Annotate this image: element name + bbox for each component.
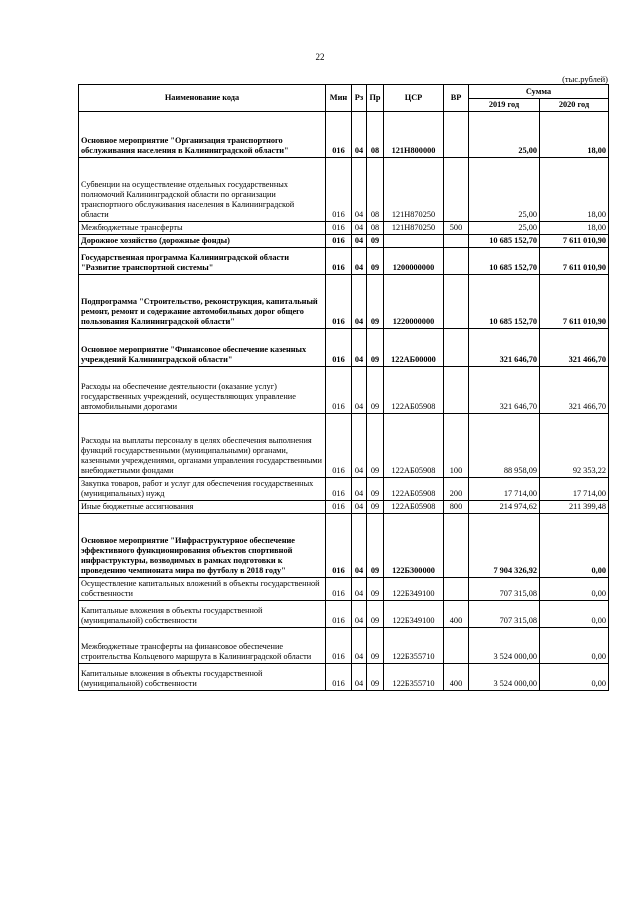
table-row xyxy=(79,600,609,627)
cell-2020: 0,00 xyxy=(540,627,609,663)
cell-pr: 09 xyxy=(367,328,384,366)
cell-csr: 1200000000 xyxy=(384,247,444,274)
header-2019: 2019 год xyxy=(469,99,540,112)
cell-2020: 17 714,00 xyxy=(540,477,609,500)
cell-name: Субвенции на осуществление отдельных государственных полномочий Калининградской области по организации транспортного обслуживания населения в Калининградской области xyxy=(79,157,326,221)
cell-vr: 800 xyxy=(444,500,469,513)
cell-name: Государственная программа Калининградской области "Развитие транспортной системы" xyxy=(79,247,326,274)
cell-pr: 09 xyxy=(367,274,384,328)
cell-vr xyxy=(444,577,469,600)
cell-csr: 121Н800000 xyxy=(384,111,444,157)
table-row xyxy=(79,663,609,690)
cell-pr: 08 xyxy=(367,111,384,157)
cell-name: Основное мероприятие "Финансовое обеспечение казенных учреждений Калининградской области" xyxy=(79,328,326,366)
cell-vr xyxy=(444,247,469,274)
cell-name: Дорожное хозяйство (дорожные фонды) xyxy=(79,234,326,247)
cell-2019: 707 315,08 xyxy=(469,577,540,600)
cell-rz: 04 xyxy=(352,577,367,600)
cell-min: 016 xyxy=(326,477,352,500)
cell-2020: 18,00 xyxy=(540,221,609,234)
cell-vr xyxy=(444,157,469,221)
cell-2020: 0,00 xyxy=(540,663,609,690)
cell-rz: 04 xyxy=(352,234,367,247)
cell-vr xyxy=(444,234,469,247)
header-csr: ЦСР xyxy=(384,85,444,112)
cell-min: 016 xyxy=(326,577,352,600)
cell-min: 016 xyxy=(326,663,352,690)
cell-pr: 09 xyxy=(367,627,384,663)
table-row xyxy=(79,274,609,328)
cell-min: 016 xyxy=(326,413,352,477)
cell-2019: 10 685 152,70 xyxy=(469,247,540,274)
cell-2019: 321 646,70 xyxy=(469,366,540,413)
cell-vr: 200 xyxy=(444,477,469,500)
cell-rz: 04 xyxy=(352,600,367,627)
cell-csr xyxy=(384,234,444,247)
cell-2019: 3 524 000,00 xyxy=(469,663,540,690)
cell-pr: 09 xyxy=(367,500,384,513)
cell-pr: 09 xyxy=(367,477,384,500)
cell-vr xyxy=(444,513,469,577)
cell-2019: 707 315,08 xyxy=(469,600,540,627)
cell-min: 016 xyxy=(326,328,352,366)
cell-2020: 92 353,22 xyxy=(540,413,609,477)
cell-min: 016 xyxy=(326,247,352,274)
table-row xyxy=(79,513,609,577)
cell-csr: 122Б349100 xyxy=(384,577,444,600)
cell-name: Расходы на обеспечение деятельности (оказание услуг) государственных учреждений, осуществляющих управление автомобильными дорогами xyxy=(79,366,326,413)
cell-rz: 04 xyxy=(352,366,367,413)
cell-rz: 04 xyxy=(352,221,367,234)
cell-vr xyxy=(444,328,469,366)
cell-2020: 211 399,48 xyxy=(540,500,609,513)
cell-2020: 0,00 xyxy=(540,513,609,577)
cell-2019: 25,00 xyxy=(469,111,540,157)
cell-rz: 04 xyxy=(352,663,367,690)
cell-2019: 321 646,70 xyxy=(469,328,540,366)
cell-pr: 09 xyxy=(367,234,384,247)
cell-2019: 10 685 152,70 xyxy=(469,274,540,328)
cell-name: Межбюджетные трансферты xyxy=(79,221,326,234)
cell-2020: 7 611 010,90 xyxy=(540,234,609,247)
cell-name: Капитальные вложения в объекты государственной (муниципальной) собственности xyxy=(79,663,326,690)
cell-2019: 25,00 xyxy=(469,157,540,221)
page-number: 22 xyxy=(315,52,325,62)
cell-vr xyxy=(444,366,469,413)
cell-name: Капитальные вложения в объекты государственной (муниципальной) собственности xyxy=(79,600,326,627)
table-row xyxy=(79,500,609,513)
header-name: Наименование кода xyxy=(79,85,326,112)
cell-name: Иные бюджетные ассигнования xyxy=(79,500,326,513)
table-row xyxy=(79,247,609,274)
table-row xyxy=(79,366,609,413)
cell-csr: 122АБ05908 xyxy=(384,366,444,413)
cell-min: 016 xyxy=(326,627,352,663)
cell-min: 016 xyxy=(326,500,352,513)
cell-2019: 214 974,62 xyxy=(469,500,540,513)
header-vr: ВР xyxy=(444,85,469,112)
cell-2020: 18,00 xyxy=(540,157,609,221)
cell-vr: 100 xyxy=(444,413,469,477)
units-label: (тыс.рублей) xyxy=(562,74,608,84)
cell-csr: 122Б349100 xyxy=(384,600,444,627)
cell-2019: 10 685 152,70 xyxy=(469,234,540,247)
cell-csr: 122Б355710 xyxy=(384,663,444,690)
cell-rz: 04 xyxy=(352,500,367,513)
cell-name: Расходы на выплаты персоналу в целях обеспечения выполнения функций государственными (муниципальными) органами, казенными учреждениями, органами управления государственными внебюджетными фондами xyxy=(79,413,326,477)
table-row xyxy=(79,577,609,600)
cell-vr: 400 xyxy=(444,663,469,690)
cell-rz: 04 xyxy=(352,627,367,663)
cell-csr: 122АБ00000 xyxy=(384,328,444,366)
cell-csr: 122АБ05908 xyxy=(384,477,444,500)
cell-name: Основное мероприятие "Инфраструктурное обеспечение эффективного функционирования объектов спортивной инфраструктуры, возводимых в рамках подготовки к проведению чемпионата мира по футболу в 2018 году" xyxy=(79,513,326,577)
budget-table xyxy=(78,84,609,691)
cell-vr xyxy=(444,274,469,328)
cell-csr: 122АБ05908 xyxy=(384,413,444,477)
cell-min: 016 xyxy=(326,111,352,157)
cell-pr: 09 xyxy=(367,577,384,600)
cell-2020: 0,00 xyxy=(540,577,609,600)
cell-csr: 1220000000 xyxy=(384,274,444,328)
table-row xyxy=(79,157,609,221)
header-pr: Пр xyxy=(367,85,384,112)
cell-pr: 09 xyxy=(367,663,384,690)
cell-pr: 09 xyxy=(367,247,384,274)
cell-csr: 121Н870250 xyxy=(384,157,444,221)
table-row xyxy=(79,234,609,247)
header-min: Мин xyxy=(326,85,352,112)
cell-rz: 04 xyxy=(352,513,367,577)
cell-pr: 09 xyxy=(367,413,384,477)
cell-pr: 08 xyxy=(367,221,384,234)
cell-min: 016 xyxy=(326,157,352,221)
cell-pr: 09 xyxy=(367,513,384,577)
cell-vr xyxy=(444,111,469,157)
header-2020: 2020 год xyxy=(540,99,609,112)
table-row xyxy=(79,221,609,234)
cell-min: 016 xyxy=(326,274,352,328)
cell-pr: 09 xyxy=(367,600,384,627)
cell-name: Закупка товаров, работ и услуг для обеспечения государственных (муниципальных) нужд xyxy=(79,477,326,500)
cell-rz: 04 xyxy=(352,111,367,157)
table-row xyxy=(79,477,609,500)
table-row xyxy=(79,328,609,366)
cell-min: 016 xyxy=(326,366,352,413)
cell-2020: 18,00 xyxy=(540,111,609,157)
cell-csr: 121Н870250 xyxy=(384,221,444,234)
cell-csr: 122Б355710 xyxy=(384,627,444,663)
cell-rz: 04 xyxy=(352,274,367,328)
cell-csr: 122АБ05908 xyxy=(384,500,444,513)
cell-2019: 3 524 000,00 xyxy=(469,627,540,663)
cell-csr: 122Б300000 xyxy=(384,513,444,577)
cell-min: 016 xyxy=(326,234,352,247)
table-row xyxy=(79,627,609,663)
cell-rz: 04 xyxy=(352,413,367,477)
cell-name: Межбюджетные трансферты на финансовое обеспечение строительства Кольцевого маршрута в Калининградской области xyxy=(79,627,326,663)
header-sum: Сумма xyxy=(469,85,609,99)
cell-2019: 17 714,00 xyxy=(469,477,540,500)
cell-2020: 7 611 010,90 xyxy=(540,274,609,328)
cell-2020: 321 466,70 xyxy=(540,328,609,366)
table-row xyxy=(79,111,609,157)
table-row xyxy=(79,413,609,477)
cell-min: 016 xyxy=(326,513,352,577)
cell-rz: 04 xyxy=(352,247,367,274)
cell-rz: 04 xyxy=(352,328,367,366)
cell-rz: 04 xyxy=(352,157,367,221)
cell-2020: 0,00 xyxy=(540,600,609,627)
cell-min: 016 xyxy=(326,600,352,627)
cell-vr: 400 xyxy=(444,600,469,627)
header-rz: Рз xyxy=(352,85,367,112)
cell-pr: 09 xyxy=(367,366,384,413)
cell-2020: 321 466,70 xyxy=(540,366,609,413)
table-body xyxy=(79,111,609,690)
cell-2019: 25,00 xyxy=(469,221,540,234)
cell-min: 016 xyxy=(326,221,352,234)
cell-2019: 88 958,09 xyxy=(469,413,540,477)
cell-name: Подпрограмма "Строительство, реконструкция, капитальный ремонт, ремонт и содержание автомобильных дорог общего пользования Калининградской области" xyxy=(79,274,326,328)
cell-vr xyxy=(444,627,469,663)
cell-rz: 04 xyxy=(352,477,367,500)
cell-2019: 7 904 326,92 xyxy=(469,513,540,577)
cell-vr: 500 xyxy=(444,221,469,234)
cell-2020: 7 611 010,90 xyxy=(540,247,609,274)
cell-name: Основное мероприятие "Организация транспортного обслуживания населения в Калининградской области" xyxy=(79,111,326,157)
cell-name: Осуществление капитальных вложений в объекты государственной собственности xyxy=(79,577,326,600)
cell-pr: 08 xyxy=(367,157,384,221)
